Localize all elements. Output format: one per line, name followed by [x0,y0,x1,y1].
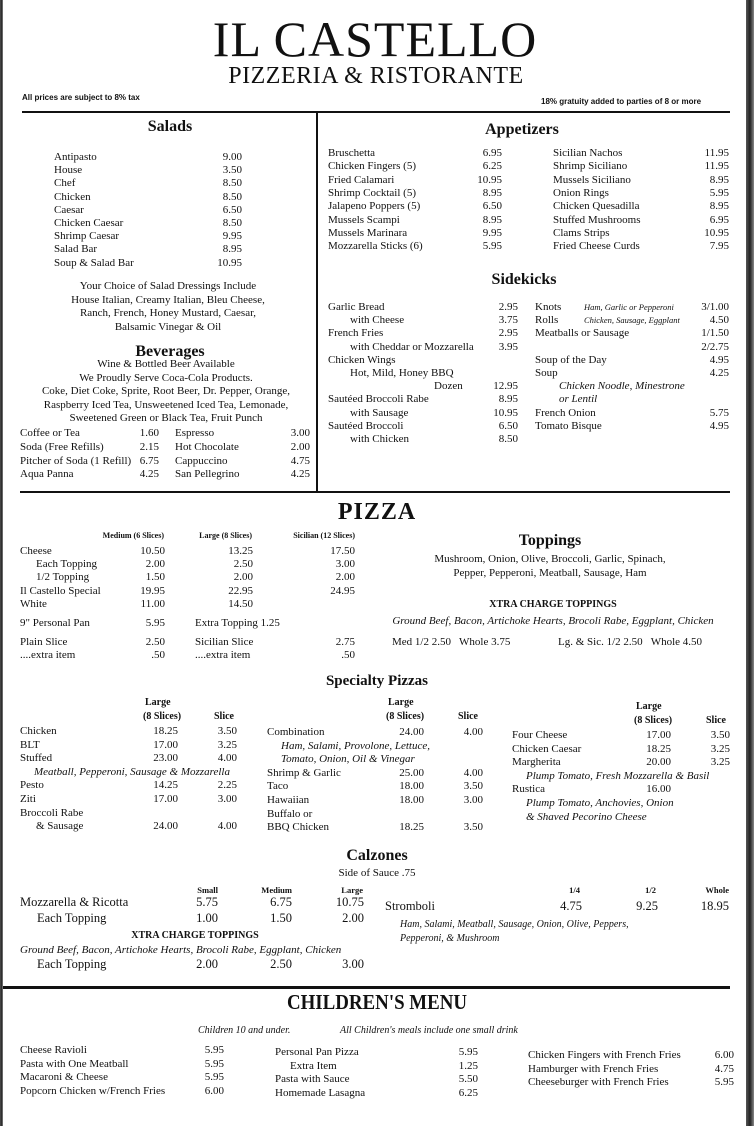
pizza-price-medium: 2.50 [145,636,165,648]
dressings-text: Your Choice of Salad Dressings Include [79,280,257,292]
kids-item-price: 5.95 [204,1071,224,1083]
pizza-extra: Extra Topping 1.25 [195,617,280,629]
appetizer-price: 5.95 [482,240,502,253]
kids-item-name: Extra Item [290,1059,337,1072]
sidekick-qty: Dozen [434,380,463,393]
pizza-price-large: 2.50 [233,558,253,570]
beverage-price: 4.25 [290,468,310,481]
specialty-price-large: 17.00 [153,793,178,805]
specialty-price-large: 16.00 [646,783,671,796]
appetizers-heading: Appetizers [485,121,559,138]
salad-price: 10.95 [217,256,242,269]
pizza-price-large: 22.95 [228,585,253,597]
pizza-price-medium: 19.95 [140,585,165,597]
sidekick-name: or Lentil [559,393,598,406]
specialty-name: Pesto [20,779,44,792]
pizza-name: Plain Slice [20,636,68,648]
pizza-price-medium: 11.00 [140,598,165,610]
specialty-name: Plump Tomato, Anchovies, Onion [526,797,674,809]
specialty-price-large: 18.00 [399,780,424,793]
specialty-price-large: 18.00 [399,794,424,806]
specialty-heading: Specialty Pizzas [325,673,429,689]
beverage-price: 1.60 [139,427,159,439]
specialty-price-large: 14.25 [153,779,178,792]
salad-price: 9.95 [222,230,242,243]
kids-item-price: 5.95 [204,1057,224,1070]
sidekick-name: Soup of the Day [535,353,607,366]
children-heading: CHILDREN'S MENU [286,990,468,1014]
specialty-name: & Shaved Pecorino Cheese [526,810,647,823]
pizza-price-sicilian: 2.75 [335,636,355,648]
kids-item-name: Personal Pan Pizza [275,1046,359,1058]
sidekick-price: 3.95 [498,340,518,353]
divider-vertical [316,111,318,492]
pizza-name: 1/2 Topping [36,571,90,583]
divider-children [3,986,730,989]
specialty-col-slice: Slice [706,715,726,726]
specialty-price-slice: 4.00 [463,766,483,779]
stromboli-price-quarter: 4.75 [560,899,582,913]
kids-item-name: Macaroni & Cheese [20,1071,108,1083]
specialty-price-large: 18.25 [646,742,671,755]
stromboli-name: Stromboli [385,899,436,913]
sidekick-name: French Fries [328,327,384,340]
divider-mid [20,491,730,493]
stromboli-price-whole: 18.95 [700,899,729,913]
beverages-text: Raspberry Iced Tea, Unsweetened Iced Tea, Lemonade, [43,398,289,411]
sidekick-name: Knots [535,301,562,313]
pizza-col-sicilian: Sicilian (12 Slices) [293,531,355,540]
beverage-name: Coffee or Tea [20,427,80,439]
sidekick-name: Soup [535,367,558,379]
pizza-name: Il Castello Special [20,585,101,597]
sidekick-price: 2/2.75 [701,340,729,353]
specialty-price-large: 20.00 [646,756,671,769]
stromboli-col-quarter: 1/4 [569,885,580,895]
appetizer-name: Shrimp Cocktail (5) [328,186,416,199]
pizza-col-medium: Medium (6 Slices) [102,531,164,540]
xtra-toppings-heading: XTRA CHARGE TOPPINGS [489,599,617,610]
calzone-price-small: 5.75 [196,895,218,909]
calzone-price-large: 2.00 [342,911,364,925]
salad-price: 8.50 [222,217,242,229]
beverage-price: 2.15 [139,440,159,453]
pizza-price-large: 13.25 [228,545,253,557]
pizza-name: ....extra item [20,649,76,661]
pizza-extra: Sicilian Slice [195,636,254,648]
appetizer-price: 6.95 [709,213,729,226]
stromboli-desc: Ham, Salami, Meatball, Sausage, Onion, Olive, Peppers, [400,919,629,930]
sidekicks-heading: Sidekicks [491,271,557,288]
sidekick-price: 8.95 [498,393,518,406]
specialty-price-large: 23.00 [153,752,178,765]
salad-name: Shrimp Caesar [54,230,120,243]
pizza-col-large: Large (8 Slices) [199,531,252,540]
specialty-price-slice: 4.00 [217,820,237,833]
specialty-price-large: 17.00 [646,729,671,741]
specialty-name: Rustica [512,783,545,796]
pizza-name: 9" Personal Pan [20,617,90,629]
specialty-name: Margherita [512,756,561,769]
beverage-name: Soda (Free Refills) [20,440,104,453]
appetizer-price: 10.95 [704,226,729,239]
specialty-name: Combination [267,726,325,738]
salad-name: Soup & Salad Bar [54,256,134,269]
beverages-text: We Proudly Serve Coca-Cola Products. [79,371,253,384]
appetizer-name: Sicilian Nachos [553,147,623,159]
children-drink-note: All Children's meals include one small drink [340,1025,518,1036]
pizza-price-medium: 1.50 [145,571,165,583]
pizza-name: White [20,598,47,610]
restaurant-subtitle: PIZZERIA & RISTORANTE [228,63,524,89]
salad-price: 3.50 [222,164,242,177]
calzone-price-medium: 6.75 [270,895,292,909]
appetizer-price: 8.95 [482,213,502,226]
pizza-price-sicilian: 17.50 [330,545,355,557]
kids-item-name: Hamburger with French Fries [528,1062,659,1075]
specialty-price-large: 18.25 [153,725,178,737]
pizza-price-medium: 10.50 [140,545,165,557]
specialty-price-slice: 2.25 [217,779,237,792]
kids-item-name: Pasta with One Meatball [20,1057,129,1070]
stromboli-col-whole: Whole [705,885,729,895]
sidekick-price: 5.75 [709,406,729,419]
pizza-price-medium: 2.00 [145,558,165,570]
beverages-heading: Beverages [135,343,205,360]
specialty-price-slice: 3.25 [710,756,730,769]
pizza-name: Each Topping [36,558,98,570]
side-sauce-note: Side of Sauce .75 [338,867,416,879]
calzone-price-medium: 1.50 [270,911,292,925]
toppings-list: Mushroom, Onion, Olive, Broccoli, Garlic, Spinach, [434,553,666,565]
appetizer-price: 8.95 [709,200,729,213]
pizza-price-large: 14.50 [228,598,253,610]
sidekick-price: 2.95 [498,301,518,313]
sidekick-desc: Chicken, Sausage, Eggplant [584,315,680,326]
specialty-name: & Sausage [36,820,84,833]
appetizer-name: Shrimp Siciliano [553,160,628,173]
beverages-text: Wine & Bottled Beer Available [97,358,235,370]
pizza-price-sicilian: 3.00 [335,558,355,570]
children-age-note: Children 10 and under. [198,1025,291,1036]
specialty-name: BBQ Chicken [267,821,330,834]
sidekick-price: 6.50 [498,419,518,432]
beverage-price: 4.75 [290,454,310,467]
dressings-text: House Italian, Creamy Italian, Bleu Cheese, [71,293,265,306]
specialty-col-large: Large [636,701,662,712]
sidekick-name: Meatballs or Sausage [535,327,630,340]
beverage-name: Cappuccino [175,454,228,467]
calzone-col-medium: Medium [261,885,292,895]
specialty-price-slice: 4.00 [463,726,483,738]
appetizer-price: 8.95 [482,186,502,199]
appetizer-name: Fried Calamari [328,173,395,186]
kids-item-price: 6.00 [714,1049,734,1061]
sidekick-price: 4.95 [709,419,729,432]
appetizer-name: Fried Cheese Curds [553,240,640,253]
specialty-price-slice: 3.50 [710,729,730,741]
pizza-price-sicilian: 24.95 [330,585,355,597]
beverage-name: Hot Chocolate [175,440,239,453]
beverage-price: 6.75 [139,454,159,467]
pizza-price-sicilian: .50 [341,649,355,661]
calzone-price-large: 10.75 [335,895,364,909]
specialty-name: Four Cheese [512,729,568,741]
sidekick-name: with Chicken [350,433,409,445]
calzone-price-medium: 2.50 [270,957,292,971]
appetizer-price: 6.25 [482,160,502,173]
calzone-name: Mozzarella & Ricotta [20,895,129,909]
specialty-col-slices: (8 Slices) [634,715,673,726]
divider-top [22,111,730,113]
specialty-price-slice: 3.50 [217,725,237,737]
specialty-col-slices: (8 Slices) [386,711,425,722]
specialty-col-large: Large [388,697,414,708]
scan-edge-right [746,0,754,1126]
sidekick-name: with Cheese [350,314,405,327]
calzone-col-large: Large [341,885,363,895]
specialty-price-large: 24.00 [153,820,178,833]
pizza-price-large: 2.00 [233,571,253,583]
specialty-col-large: Large [145,697,171,708]
specialty-col-slice: Slice [458,711,478,722]
appetizer-name: Stuffed Mushrooms [553,213,641,226]
gratuity-note: 18% gratuity added to parties of 8 or more [541,97,702,106]
sidekick-price: 10.95 [493,406,518,419]
kids-item-price: 6.00 [204,1084,224,1097]
beverage-price: 2.00 [290,440,310,453]
sidekick-price: 3.75 [498,314,518,327]
beverage-name: San Pellegrino [175,468,240,481]
appetizer-price: 6.50 [482,200,502,213]
appetizer-name: Mussels Scampi [328,213,400,226]
sidekick-desc: Ham, Garlic or Pepperoni [584,302,674,312]
sidekick-name: Hot, Mild, Honey BBQ [350,367,454,379]
calzone-price-small: 1.00 [196,911,218,925]
specialty-price-large: 17.00 [153,738,178,751]
calzone-col-small: Small [197,885,218,895]
specialty-price-slice: 3.00 [463,794,483,806]
specialty-name: Ziti [20,793,36,805]
restaurant-title: IL CASTELLO [212,11,538,67]
appetizer-name: Bruschetta [328,147,376,159]
sidekick-price: 12.95 [493,380,518,393]
salad-price: 8.50 [222,190,242,203]
xtra-price-medium: Med 1/2 2.50 Whole 3.75 [392,636,511,648]
kids-item-price: 5.95 [714,1076,734,1088]
specialty-price-slice: 3.50 [463,780,483,793]
appetizer-price: 11.95 [704,147,729,159]
appetizer-price: 5.95 [709,186,729,199]
appetizer-price: 6.95 [482,147,502,159]
salad-name: Caesar [54,203,84,216]
salad-name: Antipasto [54,151,97,163]
appetizer-price: 11.95 [704,160,729,173]
beverages-text: Sweetened Green or Black Tea, Fruit Punch [69,412,263,424]
kids-item-price: 6.25 [458,1086,478,1099]
xtra-price-large: Lg. & Sic. 1/2 2.50 Whole 4.50 [558,636,703,648]
appetizer-name: Jalapeno Poppers (5) [328,200,421,213]
specialty-name: Buffalo or [267,807,313,820]
pizza-price-medium: .50 [151,649,165,661]
beverage-name: Espresso [175,427,215,439]
sidekick-price: 4.25 [709,367,729,379]
specialty-price-large: 24.00 [399,726,424,738]
sidekick-name: with Cheddar or Mozzarella [350,340,474,353]
scan-edge-left [0,0,3,1126]
sidekick-name: Garlic Bread [328,301,385,313]
salad-name: Chef [54,177,76,190]
kids-item-price: 5.50 [458,1073,478,1085]
specialty-price-slice: 3.25 [217,738,237,751]
kids-item-price: 5.95 [458,1046,478,1058]
sidekick-name: Chicken Noodle, Minestrone [559,380,685,393]
appetizer-name: Chicken Quesadilla [553,200,640,213]
beverage-price: 3.00 [290,427,310,439]
stromboli-desc: Pepperoni, & Mushroom [400,933,500,944]
pizza-heading: PIZZA [337,499,417,525]
calzone-price-large: 3.00 [342,957,364,971]
beverage-name: Aqua Panna [20,468,74,481]
appetizer-name: Onion Rings [553,186,609,199]
sidekick-price: 2.95 [498,327,518,340]
sidekick-name: French Onion [535,406,596,419]
pizza-name: Cheese [20,545,52,557]
specialty-name: Ham, Salami, Provolone, Lettuce, [281,739,430,752]
stromboli-col-half: 1/2 [645,885,656,895]
specialty-price-large: 25.00 [399,766,424,779]
salad-price: 9.00 [222,151,242,163]
specialty-name: Meatball, Pepperoni, Sausage & Mozzarella [34,765,230,778]
specialty-name: Plump Tomato, Fresh Mozzarella & Basil [526,769,710,782]
specialty-price-slice: 4.00 [217,752,237,765]
appetizer-name: Mussels Marinara [328,226,408,239]
dressings-text: Balsamic Vinegar & Oil [114,320,222,333]
appetizer-price: 9.95 [482,226,502,239]
xtra-toppings-list: Ground Beef, Bacon, Artichoke Hearts, Brocoli Rabe, Eggplant, Chicken [392,615,714,627]
salad-name: Chicken Caesar [54,217,124,229]
specialty-name: BLT [20,738,40,751]
specialty-name: Shrimp & Garlic [267,766,341,779]
sidekick-name: Chicken Wings [328,353,396,366]
dressings-text: Ranch, French, Honey Mustard, Caesar, [79,307,257,319]
salad-price: 6.50 [222,203,242,216]
sidekick-name: Sautéed Broccoli Rabe [328,393,429,406]
beverages-text: Coke, Diet Coke, Sprite, Root Beer, Dr. Pepper, Orange, [41,385,291,397]
calzones-heading: Calzones [346,847,408,864]
sidekick-price: 8.50 [498,433,518,445]
toppings-heading: Toppings [518,532,582,549]
kids-item-name: Pasta with Sauce [275,1073,350,1085]
salad-name: Salad Bar [54,243,98,256]
salad-price: 8.95 [222,243,242,256]
calzone-xtra-list: Ground Beef, Bacon, Artichoke Hearts, Brocoli Rabe, Eggplant, Chicken [20,944,342,956]
specialty-col-slices: (8 Slices) [143,711,182,722]
appetizer-price: 7.95 [709,240,729,253]
calzone-name: Each Topping [37,911,107,925]
sidekick-price: 3/1.00 [701,301,729,313]
sidekick-name: Tomato Bisque [535,419,602,432]
kids-item-price: 4.75 [714,1062,734,1075]
specialty-name: Stuffed [20,752,53,765]
kids-item-name: Homemade Lasagna [275,1086,366,1099]
salad-price: 8.50 [222,177,242,190]
specialty-name: Hawaiian [267,794,310,806]
kids-item-name: Chicken Fingers with French Fries [528,1049,681,1061]
sidekick-price: 1/1.50 [701,327,729,340]
specialty-price-slice: 3.00 [217,793,237,805]
pizza-price-medium: 5.95 [145,617,165,629]
calzone-xtra-heading: XTRA CHARGE TOPPINGS [131,930,259,941]
salad-name: Chicken [54,190,91,203]
specialty-name: Chicken Caesar [512,742,582,755]
specialty-price-large: 18.25 [399,821,424,834]
appetizer-name: Clams Strips [553,226,610,239]
kids-item-price: 1.25 [458,1059,478,1072]
sidekick-name: with Sausage [350,406,409,419]
specialty-name: Broccoli Rabe [20,806,84,819]
calzone-price-small: 2.00 [196,957,218,971]
sidekick-price: 4.50 [709,314,729,327]
appetizer-price: 10.95 [477,173,502,186]
specialty-price-slice: 3.25 [710,742,730,755]
appetizer-name: Mozzarella Sticks (6) [328,240,423,253]
calzone-name: Each Topping [37,957,107,971]
specialty-name: Chicken [20,725,57,737]
kids-item-name: Cheeseburger with French Fries [528,1076,669,1088]
stromboli-price-half: 9.25 [636,899,658,913]
specialty-name: Taco [267,780,289,793]
beverage-price: 4.25 [139,468,159,481]
sidekick-name: Rolls [535,314,559,327]
pizza-price-sicilian: 2.00 [335,571,355,583]
kids-item-price: 5.95 [204,1044,224,1056]
toppings-list: Pepper, Pepperoni, Meatball, Sausage, Ham [453,567,647,579]
specialty-col-slice: Slice [214,711,234,722]
tax-note: All prices are subject to 8% tax [22,93,140,102]
sidekick-price: 4.95 [709,353,729,366]
beverage-name: Pitcher of Soda (1 Refill) [20,454,132,467]
specialty-name: Tomato, Onion, Oil & Vinegar [281,753,415,766]
kids-item-name: Cheese Ravioli [20,1044,87,1056]
specialty-price-slice: 3.50 [463,821,483,834]
appetizer-name: Mussels Siciliano [553,173,631,186]
sidekick-name: Sautéed Broccoli [328,419,404,432]
appetizer-price: 8.95 [709,173,729,186]
appetizer-name: Chicken Fingers (5) [328,160,416,173]
pizza-extra: ....extra item [195,649,251,661]
kids-item-name: Popcorn Chicken w/French Fries [20,1084,166,1097]
salad-name: House [54,164,83,177]
salads-heading: Salads [147,118,193,135]
